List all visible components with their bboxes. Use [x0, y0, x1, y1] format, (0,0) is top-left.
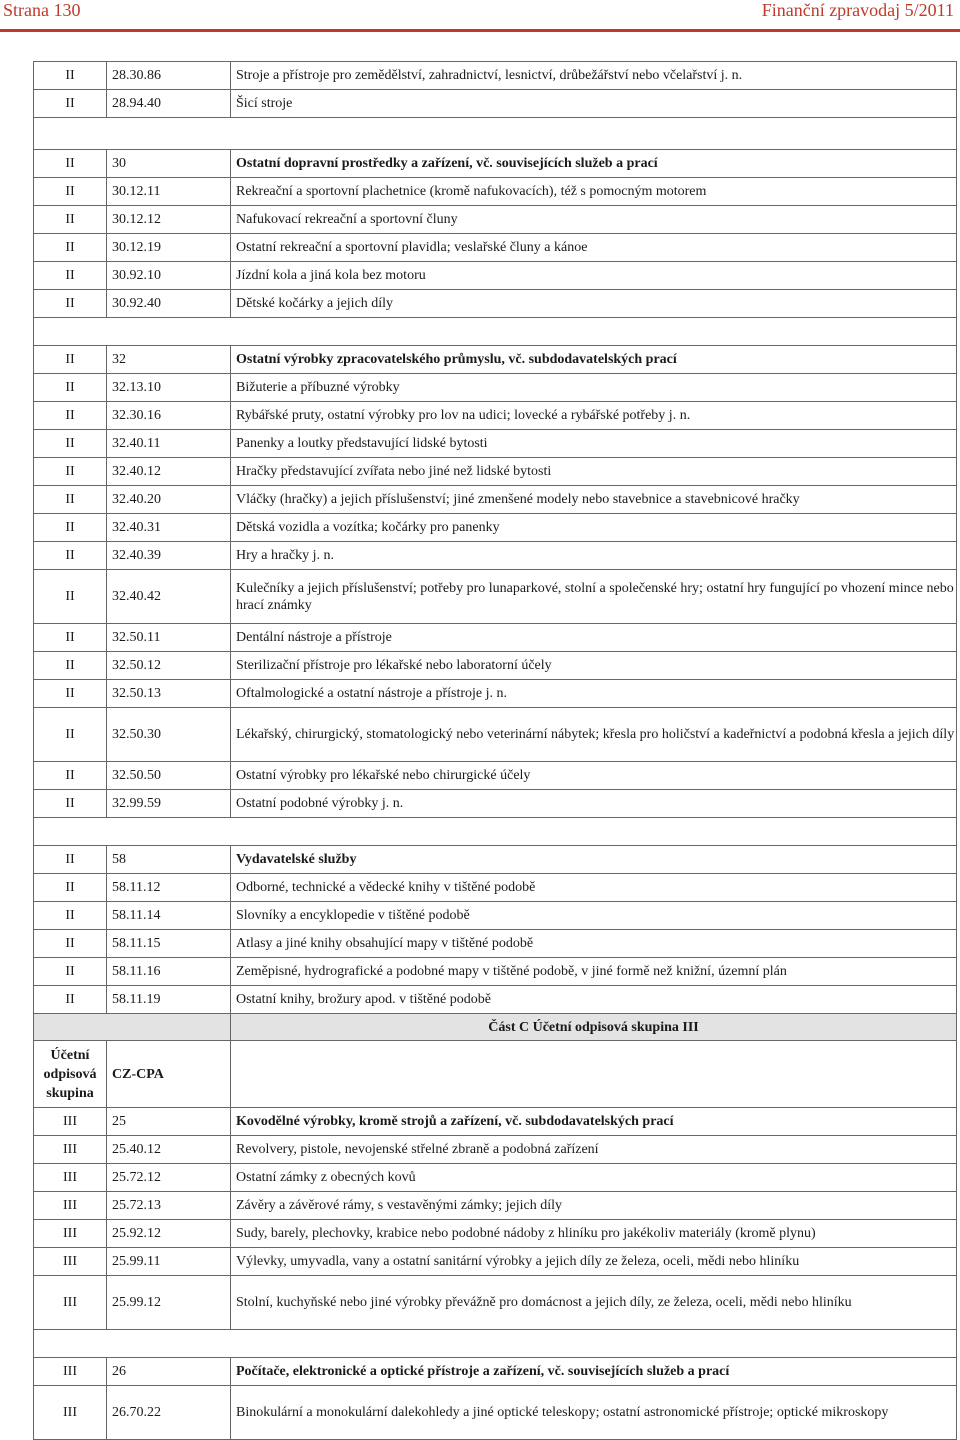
description-cell: Závěry a závěrové rámy, s vestavěnými zámky; jejich díly — [231, 1192, 957, 1220]
code-cell: 25.92.12 — [107, 1220, 231, 1248]
description-cell: Ostatní rekreační a sportovní plavidla; veslařské čluny a kánoe — [231, 234, 957, 262]
group-cell: III — [34, 1192, 107, 1220]
code-cell: 25.99.12 — [107, 1276, 231, 1330]
table-row — [34, 458, 957, 486]
description-cell: Kulečníky a jejich příslušenství; potřeby pro lunaparkové, stolní a společenské hry; ostatní hry fungující po vhození mince nebo hrací známky — [231, 570, 957, 624]
table-row — [34, 1220, 957, 1248]
description-cell: Lékařský, chirurgický, stomatologický nebo veterinární nábytek; křesla pro holičství a kadeřnictví a podobná křesla a jejich díly — [231, 708, 957, 762]
group-cell: II — [34, 790, 107, 818]
group-cell: II — [34, 62, 107, 90]
column-header-row — [34, 1041, 957, 1108]
code-cell: 58.11.19 — [107, 986, 231, 1014]
code-cell: 58.11.14 — [107, 902, 231, 930]
description-cell: Bižuterie a příbuzné výrobky — [231, 374, 957, 402]
table-row — [34, 708, 957, 762]
part-heading-row — [34, 1014, 957, 1041]
journal-title: Finanční zpravodaj 5/2011 — [761, 0, 954, 20]
description-cell: Hry a hračky j. n. — [231, 542, 957, 570]
table-row — [34, 542, 957, 570]
group-cell: II — [34, 930, 107, 958]
group-cell: II — [34, 262, 107, 290]
table-row — [34, 62, 957, 90]
table-row — [34, 874, 957, 902]
table-row — [34, 930, 957, 958]
section-row — [34, 150, 957, 178]
code-cell: 58.11.15 — [107, 930, 231, 958]
spacer-row — [34, 118, 957, 150]
code-cell: 58.11.12 — [107, 874, 231, 902]
code-cell: 25 — [107, 1108, 231, 1136]
section-row — [34, 346, 957, 374]
column-header-code: CZ-CPA — [107, 1041, 231, 1108]
description-cell: Rybářské pruty, ostatní výrobky pro lov na udici; lovecké a rybářské potřeby j. n. — [231, 402, 957, 430]
code-cell: 25.72.13 — [107, 1192, 231, 1220]
table-row — [34, 958, 957, 986]
description-cell: Ostatní výrobky pro lékařské nebo chirurgické účely — [231, 762, 957, 790]
section-title: Vydavatelské služby — [231, 846, 957, 874]
code-cell: 30.92.40 — [107, 290, 231, 318]
description-cell: Dětská vozidla a vozítka; kočárky pro panenky — [231, 514, 957, 542]
column-header-description — [231, 1041, 957, 1108]
table-row — [34, 514, 957, 542]
group-cell: III — [34, 1248, 107, 1276]
description-cell: Zeměpisné, hydrografické a podobné mapy v tištěné podobě, v jiné formě než knižní, územní plán — [231, 958, 957, 986]
description-cell: Ostatní knihy, brožury apod. v tištěné podobě — [231, 986, 957, 1014]
column-header-group: Účetní odpisová skupina — [34, 1041, 107, 1108]
description-cell: Vláčky (hračky) a jejich příslušenství; jiné zmenšené modely nebo stavebnice a stavebnicové hračky — [231, 486, 957, 514]
table-row — [34, 1164, 957, 1192]
table-row — [34, 290, 957, 318]
section-title: Ostatní dopravní prostředky a zařízení, vč. souvisejících služeb a prací — [231, 150, 957, 178]
table-row — [34, 790, 957, 818]
code-cell: 32.40.42 — [107, 570, 231, 624]
group-cell: II — [34, 514, 107, 542]
group-cell: II — [34, 846, 107, 874]
section-title: Počítače, elektronické a optické přístroje a zařízení, vč. souvisejících služeb a prací — [231, 1358, 957, 1386]
header-rule — [0, 29, 960, 32]
spacer-row — [34, 1330, 957, 1358]
table-row — [34, 206, 957, 234]
part-title: Část C Účetní odpisová skupina III — [231, 1014, 957, 1041]
group-cell: II — [34, 762, 107, 790]
table-row — [34, 402, 957, 430]
table-row — [34, 1276, 957, 1330]
code-cell: 32.40.31 — [107, 514, 231, 542]
code-cell: 32.50.11 — [107, 624, 231, 652]
code-cell: 28.30.86 — [107, 62, 231, 90]
code-cell: 26 — [107, 1358, 231, 1386]
depreciation-table — [33, 61, 957, 1440]
group-cell: II — [34, 542, 107, 570]
code-cell: 25.72.12 — [107, 1164, 231, 1192]
code-cell: 25.99.11 — [107, 1248, 231, 1276]
table-row — [34, 234, 957, 262]
table-row — [34, 902, 957, 930]
description-cell: Binokulární a monokulární dalekohledy a jiné optické teleskopy; ostatní astronomické přístroje; optické mikroskopy — [231, 1386, 957, 1440]
group-cell: III — [34, 1276, 107, 1330]
description-cell: Jízdní kola a jiná kola bez motoru — [231, 262, 957, 290]
table-row — [34, 486, 957, 514]
table-row — [34, 570, 957, 624]
description-cell: Dětské kočárky a jejich díly — [231, 290, 957, 318]
group-cell: II — [34, 150, 107, 178]
table-row — [34, 1248, 957, 1276]
description-cell: Atlasy a jiné knihy obsahující mapy v tištěné podobě — [231, 930, 957, 958]
section-title: Ostatní výrobky zpracovatelského průmyslu, vč. subdodavatelských prací — [231, 346, 957, 374]
page-header — [0, 0, 960, 28]
group-cell: III — [34, 1136, 107, 1164]
code-cell: 32.40.12 — [107, 458, 231, 486]
spacer-row — [34, 318, 957, 346]
code-cell: 30.12.12 — [107, 206, 231, 234]
group-cell: II — [34, 708, 107, 762]
page-number: Strana 130 — [3, 0, 81, 20]
group-cell: III — [34, 1358, 107, 1386]
group-cell: II — [34, 374, 107, 402]
table-row — [34, 430, 957, 458]
table-row — [34, 680, 957, 708]
group-cell: II — [34, 430, 107, 458]
group-cell: II — [34, 986, 107, 1014]
description-cell: Šicí stroje — [231, 90, 957, 118]
group-cell: II — [34, 90, 107, 118]
code-cell: 32.50.13 — [107, 680, 231, 708]
description-cell: Odborné, technické a vědecké knihy v tištěné podobě — [231, 874, 957, 902]
table-row — [34, 374, 957, 402]
group-cell: II — [34, 486, 107, 514]
description-cell: Sudy, barely, plechovky, krabice nebo podobné nádoby z hliníku pro jakékoliv materiály (kromě plynu) — [231, 1220, 957, 1248]
group-cell: II — [34, 206, 107, 234]
table-row — [34, 1192, 957, 1220]
code-cell: 25.40.12 — [107, 1136, 231, 1164]
code-cell: 32.50.50 — [107, 762, 231, 790]
code-cell: 32.50.30 — [107, 708, 231, 762]
code-cell: 58.11.16 — [107, 958, 231, 986]
group-cell: II — [34, 902, 107, 930]
code-cell: 30.92.10 — [107, 262, 231, 290]
description-cell: Ostatní zámky z obecných kovů — [231, 1164, 957, 1192]
code-cell: 32 — [107, 346, 231, 374]
description-cell: Ostatní podobné výrobky j. n. — [231, 790, 957, 818]
code-cell: 30.12.11 — [107, 178, 231, 206]
group-cell: II — [34, 290, 107, 318]
table-row — [34, 178, 957, 206]
table-row — [34, 90, 957, 118]
group-cell: II — [34, 874, 107, 902]
group-cell: II — [34, 958, 107, 986]
code-cell: 28.94.40 — [107, 90, 231, 118]
description-cell: Dentální nástroje a přístroje — [231, 624, 957, 652]
code-cell: 58 — [107, 846, 231, 874]
group-cell: II — [34, 624, 107, 652]
section-row — [34, 1358, 957, 1386]
description-cell: Stolní, kuchyňské nebo jiné výrobky převážně pro domácnost a jejich díly, ze železa, oceli, mědi nebo hliníku — [231, 1276, 957, 1330]
group-cell: II — [34, 680, 107, 708]
description-cell: Výlevky, umyvadla, vany a ostatní sanitární výrobky a jejich díly ze železa, oceli, mědi nebo hliníku — [231, 1248, 957, 1276]
group-cell: II — [34, 402, 107, 430]
code-cell: 32.40.11 — [107, 430, 231, 458]
table-row — [34, 1136, 957, 1164]
description-cell: Slovníky a encyklopedie v tištěné podobě — [231, 902, 957, 930]
code-cell: 30.12.19 — [107, 234, 231, 262]
table-row — [34, 1386, 957, 1440]
code-cell: 32.99.59 — [107, 790, 231, 818]
group-cell: II — [34, 458, 107, 486]
group-cell: III — [34, 1386, 107, 1440]
code-cell: 32.40.39 — [107, 542, 231, 570]
description-cell: Stroje a přístroje pro zemědělství, zahradnictví, lesnictví, drůbežářství nebo včelařství j. n. — [231, 62, 957, 90]
description-cell: Nafukovací rekreační a sportovní čluny — [231, 206, 957, 234]
spacer-row — [34, 818, 957, 846]
table-row — [34, 986, 957, 1014]
table-row — [34, 262, 957, 290]
table-row — [34, 624, 957, 652]
code-cell: 32.13.10 — [107, 374, 231, 402]
code-cell: 26.70.22 — [107, 1386, 231, 1440]
code-cell: 32.30.16 — [107, 402, 231, 430]
group-cell: II — [34, 178, 107, 206]
description-cell: Panenky a loutky představující lidské bytosti — [231, 430, 957, 458]
table-row — [34, 652, 957, 680]
group-cell: II — [34, 234, 107, 262]
group-cell: III — [34, 1164, 107, 1192]
group-cell: III — [34, 1108, 107, 1136]
description-cell: Sterilizační přístroje pro lékařské nebo laboratorní účely — [231, 652, 957, 680]
description-cell: Revolvery, pistole, nevojenské střelné zbraně a podobná zařízení — [231, 1136, 957, 1164]
code-cell: 32.50.12 — [107, 652, 231, 680]
description-cell: Oftalmologické a ostatní nástroje a přístroje j. n. — [231, 680, 957, 708]
section-row — [34, 1108, 957, 1136]
code-cell: 32.40.20 — [107, 486, 231, 514]
description-cell: Rekreační a sportovní plachetnice (kromě nafukovacích), též s pomocným motorem — [231, 178, 957, 206]
description-cell: Hračky představující zvířata nebo jiné než lidské bytosti — [231, 458, 957, 486]
group-cell: III — [34, 1220, 107, 1248]
section-title: Kovodělné výrobky, kromě strojů a zařízení, vč. subdodavatelských prací — [231, 1108, 957, 1136]
group-cell: II — [34, 346, 107, 374]
section-row — [34, 846, 957, 874]
code-cell: 30 — [107, 150, 231, 178]
group-cell: II — [34, 570, 107, 624]
group-cell: II — [34, 652, 107, 680]
table-row — [34, 762, 957, 790]
